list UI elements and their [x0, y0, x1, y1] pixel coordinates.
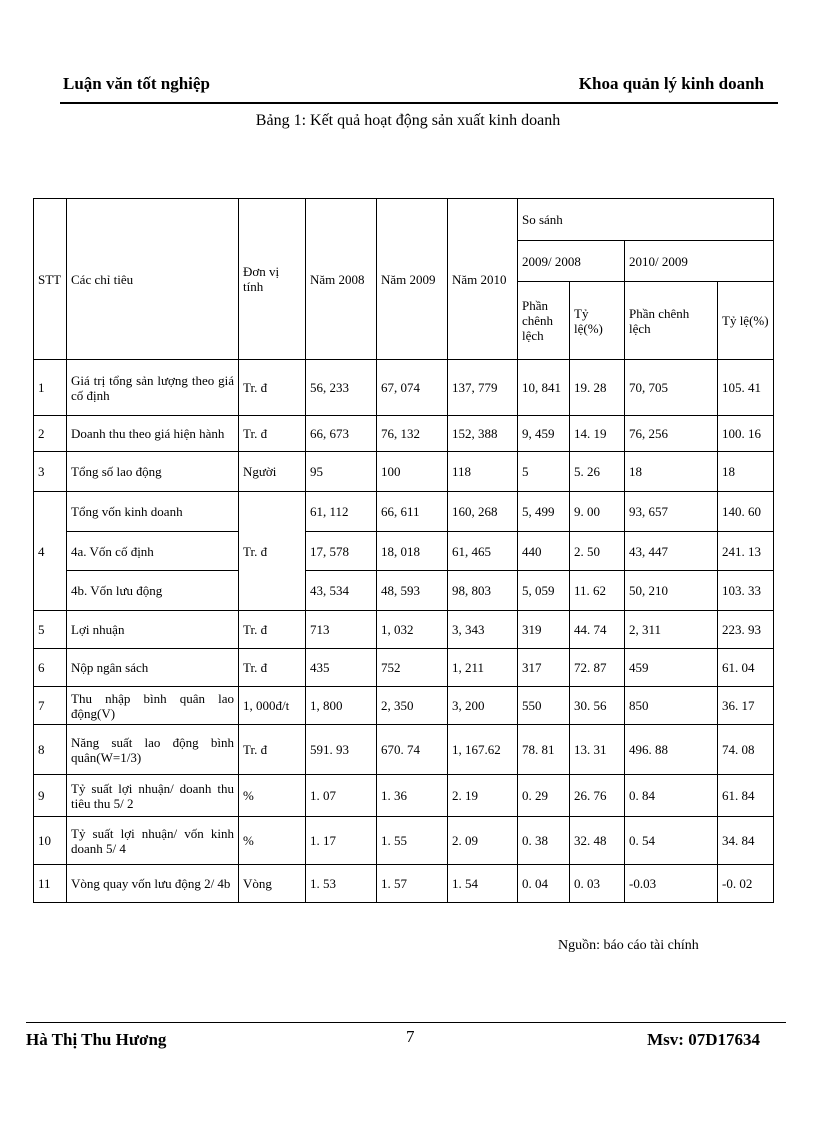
header-compare-2010-2009: 2010/ 2009	[625, 241, 774, 282]
cell-unit: Người	[239, 452, 306, 492]
header-unit: Đơn vị tính	[239, 199, 306, 360]
table-row	[34, 532, 774, 571]
cell-2010: 2. 19	[448, 775, 518, 817]
cell-diff1: 78. 81	[518, 725, 570, 775]
cell-indicator: Tổng vốn kinh doanh	[67, 492, 239, 532]
cell-2009: 752	[377, 649, 448, 687]
table-row	[34, 775, 774, 817]
cell-indicator: Tỷ suất lợi nhuận/ vốn kinh doanh 5/ 4	[67, 817, 239, 865]
cell-diff2: 0. 54	[625, 817, 718, 865]
cell-rate1: 11. 62	[570, 571, 625, 611]
cell-rate1: 32. 48	[570, 817, 625, 865]
cell-rate2: 103. 33	[718, 571, 774, 611]
cell-2009: 1, 032	[377, 611, 448, 649]
cell-stt: 3	[34, 452, 67, 492]
table-row	[34, 817, 774, 865]
cell-2009: 1. 36	[377, 775, 448, 817]
cell-rate1: 14. 19	[570, 416, 625, 452]
table-row	[34, 571, 774, 611]
cell-2010: 118	[448, 452, 518, 492]
cell-2008: 1, 800	[306, 687, 377, 725]
cell-diff1: 550	[518, 687, 570, 725]
cell-diff2: 93, 657	[625, 492, 718, 532]
cell-rate1: 9. 00	[570, 492, 625, 532]
header-divider	[60, 102, 778, 104]
cell-2008: 95	[306, 452, 377, 492]
cell-stt: 5	[34, 611, 67, 649]
cell-2010: 3, 343	[448, 611, 518, 649]
cell-rate2: -0. 02	[718, 865, 774, 903]
header-diff-2010-2009: Phần chênh lệch	[625, 282, 718, 360]
cell-2010: 137, 779	[448, 360, 518, 416]
cell-stt: 11	[34, 865, 67, 903]
header-right-title: Khoa quản lý kinh doanh	[578, 74, 764, 93]
cell-2010: 1, 167.62	[448, 725, 518, 775]
cell-diff2: 459	[625, 649, 718, 687]
cell-diff1: 9, 459	[518, 416, 570, 452]
cell-unit: %	[239, 817, 306, 865]
cell-rate1: 0. 03	[570, 865, 625, 903]
cell-diff1: 10, 841	[518, 360, 570, 416]
cell-indicator: Giá trị tổng sản lượng theo giá cố định	[67, 360, 239, 416]
cell-rate2: 36. 17	[718, 687, 774, 725]
results-table	[33, 198, 774, 903]
cell-rate1: 19. 28	[570, 360, 625, 416]
cell-indicator: Vòng quay vốn lưu động 2/ 4b	[67, 865, 239, 903]
header-rate-2009-2008: Tỷ lệ(%)	[570, 282, 625, 360]
cell-diff2: 2, 311	[625, 611, 718, 649]
header-diff-2009-2008: Phần chênh lệch	[518, 282, 570, 360]
cell-unit: Tr. đ	[239, 611, 306, 649]
cell-2009: 67, 074	[377, 360, 448, 416]
cell-indicator: Năng suất lao động bình quân(W=1/3)	[67, 725, 239, 775]
cell-diff2: 18	[625, 452, 718, 492]
header-indicator: Các chỉ tiêu	[67, 199, 239, 360]
cell-stt: 9	[34, 775, 67, 817]
cell-2010: 3, 200	[448, 687, 518, 725]
cell-2009: 1. 57	[377, 865, 448, 903]
cell-rate1: 26. 76	[570, 775, 625, 817]
cell-rate1: 5. 26	[570, 452, 625, 492]
table-row	[34, 360, 774, 416]
table-row	[34, 687, 774, 725]
table-row	[34, 452, 774, 492]
cell-rate1: 44. 74	[570, 611, 625, 649]
cell-2008: 1. 17	[306, 817, 377, 865]
cell-diff2: 50, 210	[625, 571, 718, 611]
table-row	[34, 416, 774, 452]
cell-2009: 76, 132	[377, 416, 448, 452]
table-title: Bảng 1: Kết quả hoạt động sản xuất kinh doanh	[255, 112, 561, 129]
cell-indicator: Thu nhập bình quân lao động(V)	[67, 687, 239, 725]
cell-2008: 435	[306, 649, 377, 687]
cell-unit: Tr. đ	[239, 492, 306, 611]
cell-rate2: 61. 84	[718, 775, 774, 817]
footer-divider	[26, 1022, 786, 1023]
cell-rate2: 140. 60	[718, 492, 774, 532]
cell-rate1: 72. 87	[570, 649, 625, 687]
cell-diff1: 0. 38	[518, 817, 570, 865]
cell-unit: Tr. đ	[239, 649, 306, 687]
cell-stt: 2	[34, 416, 67, 452]
cell-diff2: -0.03	[625, 865, 718, 903]
cell-2010: 2. 09	[448, 817, 518, 865]
cell-indicator: Doanh thu theo giá hiện hành	[67, 416, 239, 452]
cell-diff2: 76, 256	[625, 416, 718, 452]
cell-unit: Tr. đ	[239, 725, 306, 775]
cell-diff2: 0. 84	[625, 775, 718, 817]
header-compare: So sánh	[518, 199, 774, 241]
cell-stt: 4	[34, 492, 67, 611]
cell-2008: 591. 93	[306, 725, 377, 775]
cell-diff1: 5, 059	[518, 571, 570, 611]
cell-rate2: 241. 13	[718, 532, 774, 571]
footer-author: Hà Thị Thu Hương	[26, 1030, 167, 1049]
header-year-2008: Năm 2008	[306, 199, 377, 360]
table-row	[34, 725, 774, 775]
page-number: 7	[406, 1027, 415, 1046]
cell-rate2: 105. 41	[718, 360, 774, 416]
cell-2010: 1. 54	[448, 865, 518, 903]
cell-2009: 2, 350	[377, 687, 448, 725]
header-compare-2009-2008: 2009/ 2008	[518, 241, 625, 282]
cell-unit: 1, 000đ/t	[239, 687, 306, 725]
cell-indicator: Nộp ngân sách	[67, 649, 239, 687]
header-year-2010: Năm 2010	[448, 199, 518, 360]
cell-unit: %	[239, 775, 306, 817]
cell-rate2: 18	[718, 452, 774, 492]
cell-2008: 61, 112	[306, 492, 377, 532]
cell-diff1: 5	[518, 452, 570, 492]
cell-unit: Tr. đ	[239, 416, 306, 452]
cell-rate2: 100. 16	[718, 416, 774, 452]
cell-stt: 6	[34, 649, 67, 687]
cell-indicator: 4a. Vốn cố định	[67, 532, 239, 571]
cell-2010: 160, 268	[448, 492, 518, 532]
cell-diff2: 43, 447	[625, 532, 718, 571]
cell-2008: 43, 534	[306, 571, 377, 611]
table-row	[34, 865, 774, 903]
header-year-2009: Năm 2009	[377, 199, 448, 360]
cell-indicator: Tỷ suất lợi nhuận/ doanh thu tiêu thu 5/ 2	[67, 775, 239, 817]
cell-diff1: 319	[518, 611, 570, 649]
table-row	[34, 492, 774, 532]
cell-stt: 10	[34, 817, 67, 865]
cell-rate2: 61. 04	[718, 649, 774, 687]
cell-rate1: 13. 31	[570, 725, 625, 775]
cell-2009: 48, 593	[377, 571, 448, 611]
cell-2010: 152, 388	[448, 416, 518, 452]
cell-diff1: 317	[518, 649, 570, 687]
cell-2008: 1. 07	[306, 775, 377, 817]
header-left-title: Luận văn tốt nghiệp	[63, 74, 210, 93]
cell-2008: 713	[306, 611, 377, 649]
cell-2008: 1. 53	[306, 865, 377, 903]
table-row	[34, 611, 774, 649]
cell-2009: 670. 74	[377, 725, 448, 775]
cell-2009: 18, 018	[377, 532, 448, 571]
cell-2008: 17, 578	[306, 532, 377, 571]
cell-2009: 100	[377, 452, 448, 492]
cell-indicator: Lợi nhuận	[67, 611, 239, 649]
cell-unit: Vòng	[239, 865, 306, 903]
cell-rate2: 34. 84	[718, 817, 774, 865]
header-row-1	[34, 199, 774, 241]
cell-2009: 66, 611	[377, 492, 448, 532]
cell-2010: 61, 465	[448, 532, 518, 571]
cell-2010: 1, 211	[448, 649, 518, 687]
cell-rate1: 30. 56	[570, 687, 625, 725]
cell-stt: 1	[34, 360, 67, 416]
cell-indicator: Tổng số lao động	[67, 452, 239, 492]
cell-unit: Tr. đ	[239, 360, 306, 416]
cell-2009: 1. 55	[377, 817, 448, 865]
table-row	[34, 649, 774, 687]
cell-diff2: 70, 705	[625, 360, 718, 416]
header-rate-2010-2009: Tỷ lệ(%)	[718, 282, 774, 360]
cell-2008: 56, 233	[306, 360, 377, 416]
cell-rate1: 2. 50	[570, 532, 625, 571]
cell-diff1: 0. 04	[518, 865, 570, 903]
source-note: Nguồn: báo cáo tài chính	[558, 938, 699, 953]
cell-indicator: 4b. Vốn lưu động	[67, 571, 239, 611]
cell-stt: 8	[34, 725, 67, 775]
cell-rate2: 223. 93	[718, 611, 774, 649]
cell-diff2: 496. 88	[625, 725, 718, 775]
cell-diff1: 5, 499	[518, 492, 570, 532]
cell-diff1: 440	[518, 532, 570, 571]
header-stt: STT	[34, 199, 67, 360]
cell-diff1: 0. 29	[518, 775, 570, 817]
cell-rate2: 74. 08	[718, 725, 774, 775]
footer-student-id: Msv: 07D17634	[647, 1030, 760, 1049]
cell-diff2: 850	[625, 687, 718, 725]
cell-stt: 7	[34, 687, 67, 725]
cell-2008: 66, 673	[306, 416, 377, 452]
cell-2010: 98, 803	[448, 571, 518, 611]
